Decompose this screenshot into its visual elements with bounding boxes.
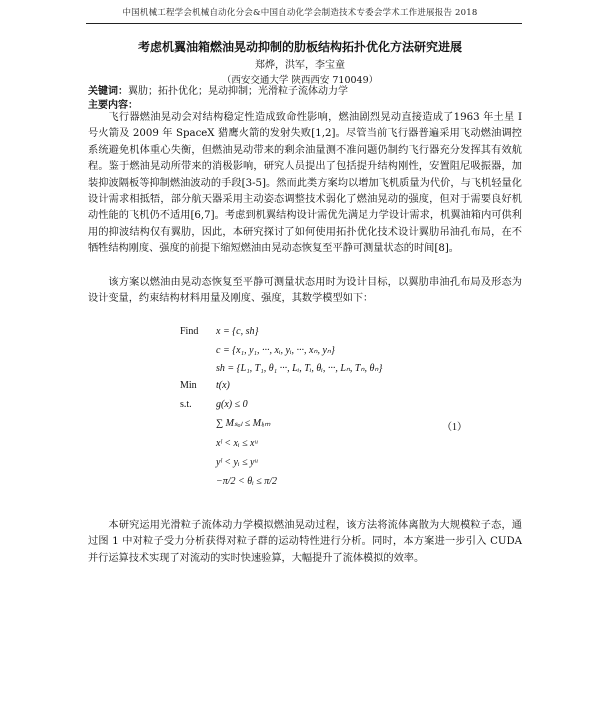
keywords-text: 翼肋；拓扑优化；晃动抑制；光滑粒子流体动力学 [128, 86, 348, 97]
model-line-sh: sh = {L₁, T₁, θ₁ ···, Lᵢ, Tᵢ, θᵢ, ···, Lₙ, Tₙ, θₙ} [216, 363, 383, 374]
find-label: Find [180, 326, 199, 337]
paper-title: 考虑机翼油箱燃油晃动抑制的肋板结构拓扑优化方法研究进展 [137, 40, 462, 54]
paragraph-model-intro: 该方案以燃油由晃动态恢复至平静可测量状态用时为设计目标，以翼肋串油孔布局及形态为设计变量，约束结构材料用量及刚度、强度，其数学模型如下： [88, 277, 522, 305]
affiliation: （西安交通大学 陕西西安 710049） [221, 75, 379, 86]
model-line-y-bound: yˡ < yᵢ ≤ yᵘ [216, 457, 258, 468]
keywords-label: 关键词： [88, 86, 128, 97]
authors: 郑烨，洪军，李宝童 [255, 60, 345, 71]
model-line-x: x = {c, sh} [216, 326, 259, 337]
equation-number: （1） [442, 422, 467, 433]
paragraph-intro: 飞行器燃油晃动会对结构稳定性造成致命性影响，燃油剧烈晃动直接造成了1963 年土星 I 号火箭及 2009 年 SpaceX 猎鹰火箭的发射失败[1,2]。尽管当前飞行器普遍采用飞动燃油调控系统避免机体重心失衡，但燃油晃动带来的剩余油量测不准问题仍制约飞行器充分发挥其有效航程。鉴于燃油晃动所带来的消极影响，研究人员提出了包括提升结构刚性，安置阻尼吸振器，加装抑波隔板等抑制燃油波动的手段[3-5]。然而此类方案均以增加飞机质量为代价，与飞机轻量化设计需求相抵牾，部分航天器采用主动姿态调整技术弱化了燃油晃动的强度，但对于需要良好机动性能的飞机仍不适用[6,7]。考虑到机翼结构设计需优先满足力学设计需求，机翼油箱内可供利用的抑波结构仅有翼肋，因此，本研究探讨了如何使用拓扑优化技术设计翼肋吊油孔布局，在不牺牲结构刚度、强度的前提下缩短燃油由晃动态恢复至平静可测量状态的时间[8]。 [88, 112, 522, 255]
model-line-objective: t(x) [216, 380, 230, 391]
st-label: s.t. [180, 399, 192, 410]
model-line-g: g(x) ≤ 0 [216, 399, 248, 410]
model-line-theta-bound: −π/2 < θᵢ ≤ π/2 [216, 476, 278, 487]
model-line-mass: ∑ Mₛₒₗ ≤ Mₗᵢₘ [216, 418, 271, 429]
min-label: Min [180, 380, 197, 391]
paragraph-sph: 本研究运用光滑粒子流体动力学模拟燃油晃动过程，该方法将流体离散为大规模粒子态，通过图 1 中对粒子受力分析获得对粒子群的运动特性进行分析。同时，本方案进一步引入 CUDA 并行运算技术实现了对流动的实时快速验算，大幅提升了流体模拟的效率。 [88, 520, 522, 564]
model-line-x-bound: xˡ < xᵢ ≤ xᵘ [216, 438, 258, 449]
running-header: 中国机械工程学会机械自动化分会&中国自动化学会制造技术专委会学术工作进展报告 2018 [122, 8, 478, 18]
main-content-label: 主要内容： [88, 100, 138, 111]
model-line-c: c = {x₁, y₁, ···, xᵢ, yᵢ, ···, xₙ, yₙ} [216, 345, 335, 356]
